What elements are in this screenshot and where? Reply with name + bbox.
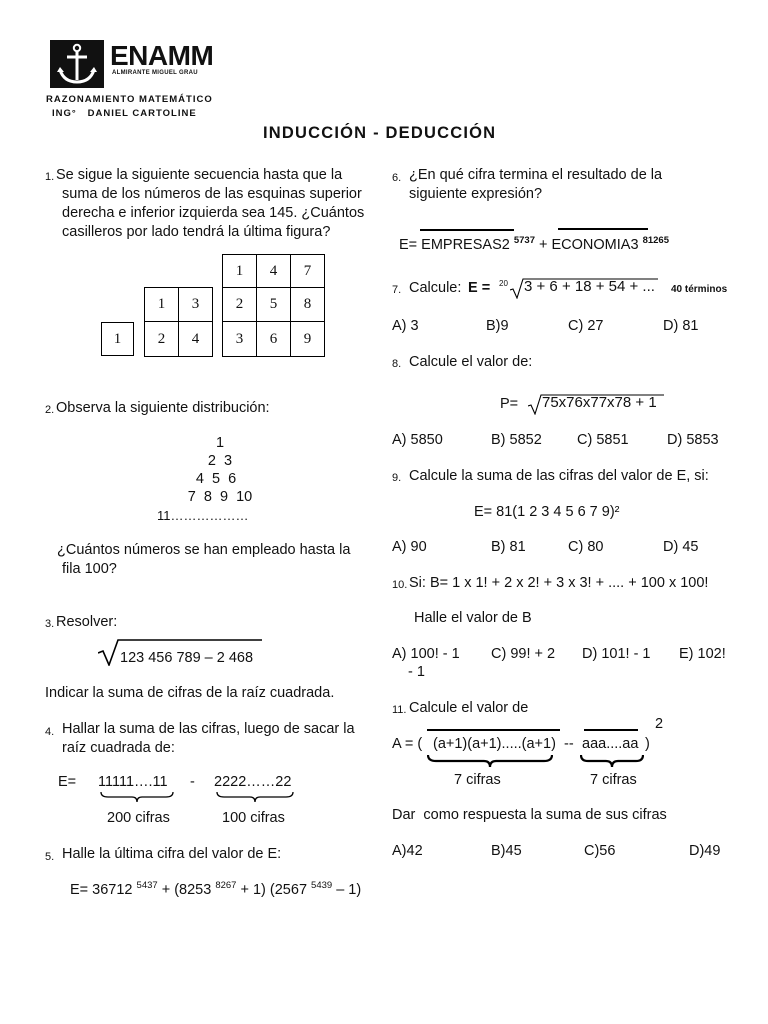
radicand: 123 456 789 – 2 468: [120, 650, 254, 666]
expression: E= 81(1 2 3 4 5 6 7 9)²: [474, 504, 620, 520]
option-c[interactable]: C) 5851: [577, 432, 629, 448]
question-number: 4.: [45, 726, 55, 738]
overline: [558, 228, 648, 230]
question-number: 6.: [392, 172, 402, 184]
expression-label: P=: [500, 396, 519, 412]
option-d[interactable]: D) 45: [663, 539, 699, 555]
grid-cell: 3: [178, 287, 213, 322]
radicand: 75x76x77x78 + 1: [542, 394, 657, 411]
grid-cell: 3: [222, 321, 257, 357]
repdigit-term: aaa....aa: [582, 736, 639, 752]
overline: [420, 229, 514, 231]
option-a[interactable]: A) 90: [392, 539, 427, 555]
grid-cell: 7: [290, 254, 325, 288]
question-number: 1.: [45, 171, 55, 183]
option-d[interactable]: D) 81: [663, 318, 699, 334]
grid-cell: 9: [290, 321, 325, 357]
radicand: 3 + 6 + 18 + 54 + ...: [524, 278, 655, 295]
triangle-row: 4 5 6: [195, 471, 237, 487]
grid-cell: 5: [256, 287, 291, 322]
question-text: ¿Cuántos números se han empleado hasta la fila 100?: [57, 542, 351, 577]
brace-note: 7 cifras: [454, 772, 501, 788]
brace-note: 200 cifras: [107, 810, 170, 826]
overline: [427, 729, 560, 731]
question-number: 9.: [392, 472, 402, 484]
option-a[interactable]: A)42: [392, 843, 423, 859]
underbrace: [100, 791, 174, 803]
option-c[interactable]: C) 27: [568, 318, 604, 334]
option-a-wrap: - 1: [408, 664, 425, 680]
expression-label: A = (: [392, 736, 423, 752]
expression: E= 36712 $^{5437}$ + (8253 $^{8267}$ + 1) (2567 $^{5439}$ – 1): [70, 880, 362, 898]
brand-name: ENAMM: [110, 40, 214, 71]
underbrace: [580, 754, 644, 768]
repunit-twos: 2222……22: [214, 774, 292, 790]
teacher-name: ING° DANIEL CARTOLINE: [52, 108, 197, 119]
question-number: 3.: [45, 618, 55, 630]
option-e[interactable]: E) 102!: [679, 646, 726, 662]
question-text: Observa la siguiente distribución:: [56, 400, 270, 416]
grid-cell: 6: [256, 321, 291, 357]
triangle-row: 7 8 9 10: [187, 489, 253, 505]
expression: E= EMPRESAS2 $^{5737}$ + ECONOMIA3 $^{81265}$: [399, 235, 669, 253]
repunit-ones: 11111….11: [98, 774, 168, 790]
question-text: Halle el valor de B: [414, 610, 532, 626]
question-text: Indicar la suma de cifras de la raíz cuadrada.: [45, 685, 335, 701]
option-a[interactable]: A) 5850: [392, 432, 443, 448]
grid-cell: 8: [290, 287, 325, 322]
question-number: 11.: [392, 704, 407, 716]
question-text: suma de los números de las esquinas superior derecha e inferior izquierda sea 145. ¿Cuántos casilleros por lado tendrá la última figura?: [62, 186, 365, 240]
question-text: Dar como respuesta la suma de sus cifras: [392, 807, 667, 823]
grid-cell: 1: [222, 254, 257, 288]
grid-cell: 1: [101, 322, 134, 356]
grid-cell: 2: [222, 287, 257, 322]
underbrace: [427, 754, 553, 768]
question-text: ¿En qué cifra termina el resultado de la siguiente expresión?: [409, 167, 663, 202]
close-paren: ): [645, 736, 650, 752]
question-text: Resolver:: [56, 614, 118, 630]
question-text: Halle la última cifra del valor de E:: [62, 846, 282, 862]
question-text: Se sigue la siguiente secuencia hasta que la: [56, 167, 343, 183]
brace-note: 100 cifras: [222, 810, 285, 826]
question-text: Calcule:: [409, 280, 462, 296]
question-number: 2.: [45, 404, 55, 416]
expression-label: E=: [58, 774, 77, 790]
product-term: (a+1)(a+1).....(a+1): [433, 736, 556, 752]
option-b[interactable]: B) 81: [491, 539, 526, 555]
exponent: 2: [655, 716, 664, 732]
triangle-row: 1: [215, 435, 225, 451]
grid-cell: 4: [256, 254, 291, 288]
option-a[interactable]: A) 100! - 1: [392, 646, 460, 662]
logo: [50, 40, 104, 88]
question-number: 8.: [392, 358, 402, 370]
option-d[interactable]: D) 5853: [667, 432, 719, 448]
option-b[interactable]: B)9: [486, 318, 509, 334]
brand-subtitle: ALMIRANTE MIGUEL GRAU: [112, 70, 198, 76]
question-text: Hallar la suma de las cifras, luego de sacar la raíz cuadrada de:: [62, 721, 355, 756]
anchor-icon: [50, 40, 104, 88]
question-text: Calcule el valor de: [409, 700, 529, 716]
option-b[interactable]: B) 5852: [491, 432, 542, 448]
option-d[interactable]: D)49: [689, 843, 721, 859]
terms-note: 40 términos: [671, 284, 728, 295]
underbrace: [216, 791, 294, 803]
brace-note: 7 cifras: [590, 772, 637, 788]
minus-sign: --: [564, 736, 574, 752]
grid-cell: 1: [144, 287, 179, 322]
question-text: Calcule la suma de las cifras del valor de E, si:: [409, 468, 709, 484]
root-index: 20: [499, 279, 508, 288]
overline: [584, 729, 638, 731]
page-title: INDUCCIÓN - DEDUCCIÓN: [263, 124, 497, 142]
question-number: 7.: [392, 284, 402, 296]
triangle-row: 11………………: [157, 508, 249, 523]
question-number: 10.: [392, 579, 408, 591]
option-d[interactable]: D) 101! - 1: [582, 646, 651, 662]
triangle-row: 2 3: [207, 453, 233, 469]
option-c[interactable]: C) 99! + 2: [491, 646, 556, 662]
grid-cell: 4: [178, 321, 213, 357]
course-name: RAZONAMIENTO MATEMÁTICO: [46, 94, 213, 105]
expression-label: E =: [468, 280, 491, 296]
question-number: 5.: [45, 851, 55, 863]
question-text: Si: B= 1 x 1! + 2 x 2! + 3 x 3! + .... + 100 x 100!: [409, 575, 709, 591]
option-c[interactable]: C) 80: [568, 539, 604, 555]
grid-cell: 2: [144, 321, 179, 357]
option-a[interactable]: A) 3: [392, 318, 419, 334]
minus-sign: -: [190, 774, 195, 790]
option-b[interactable]: B)45: [491, 843, 522, 859]
option-c[interactable]: C)56: [584, 843, 616, 859]
question-text: Calcule el valor de:: [409, 354, 533, 370]
